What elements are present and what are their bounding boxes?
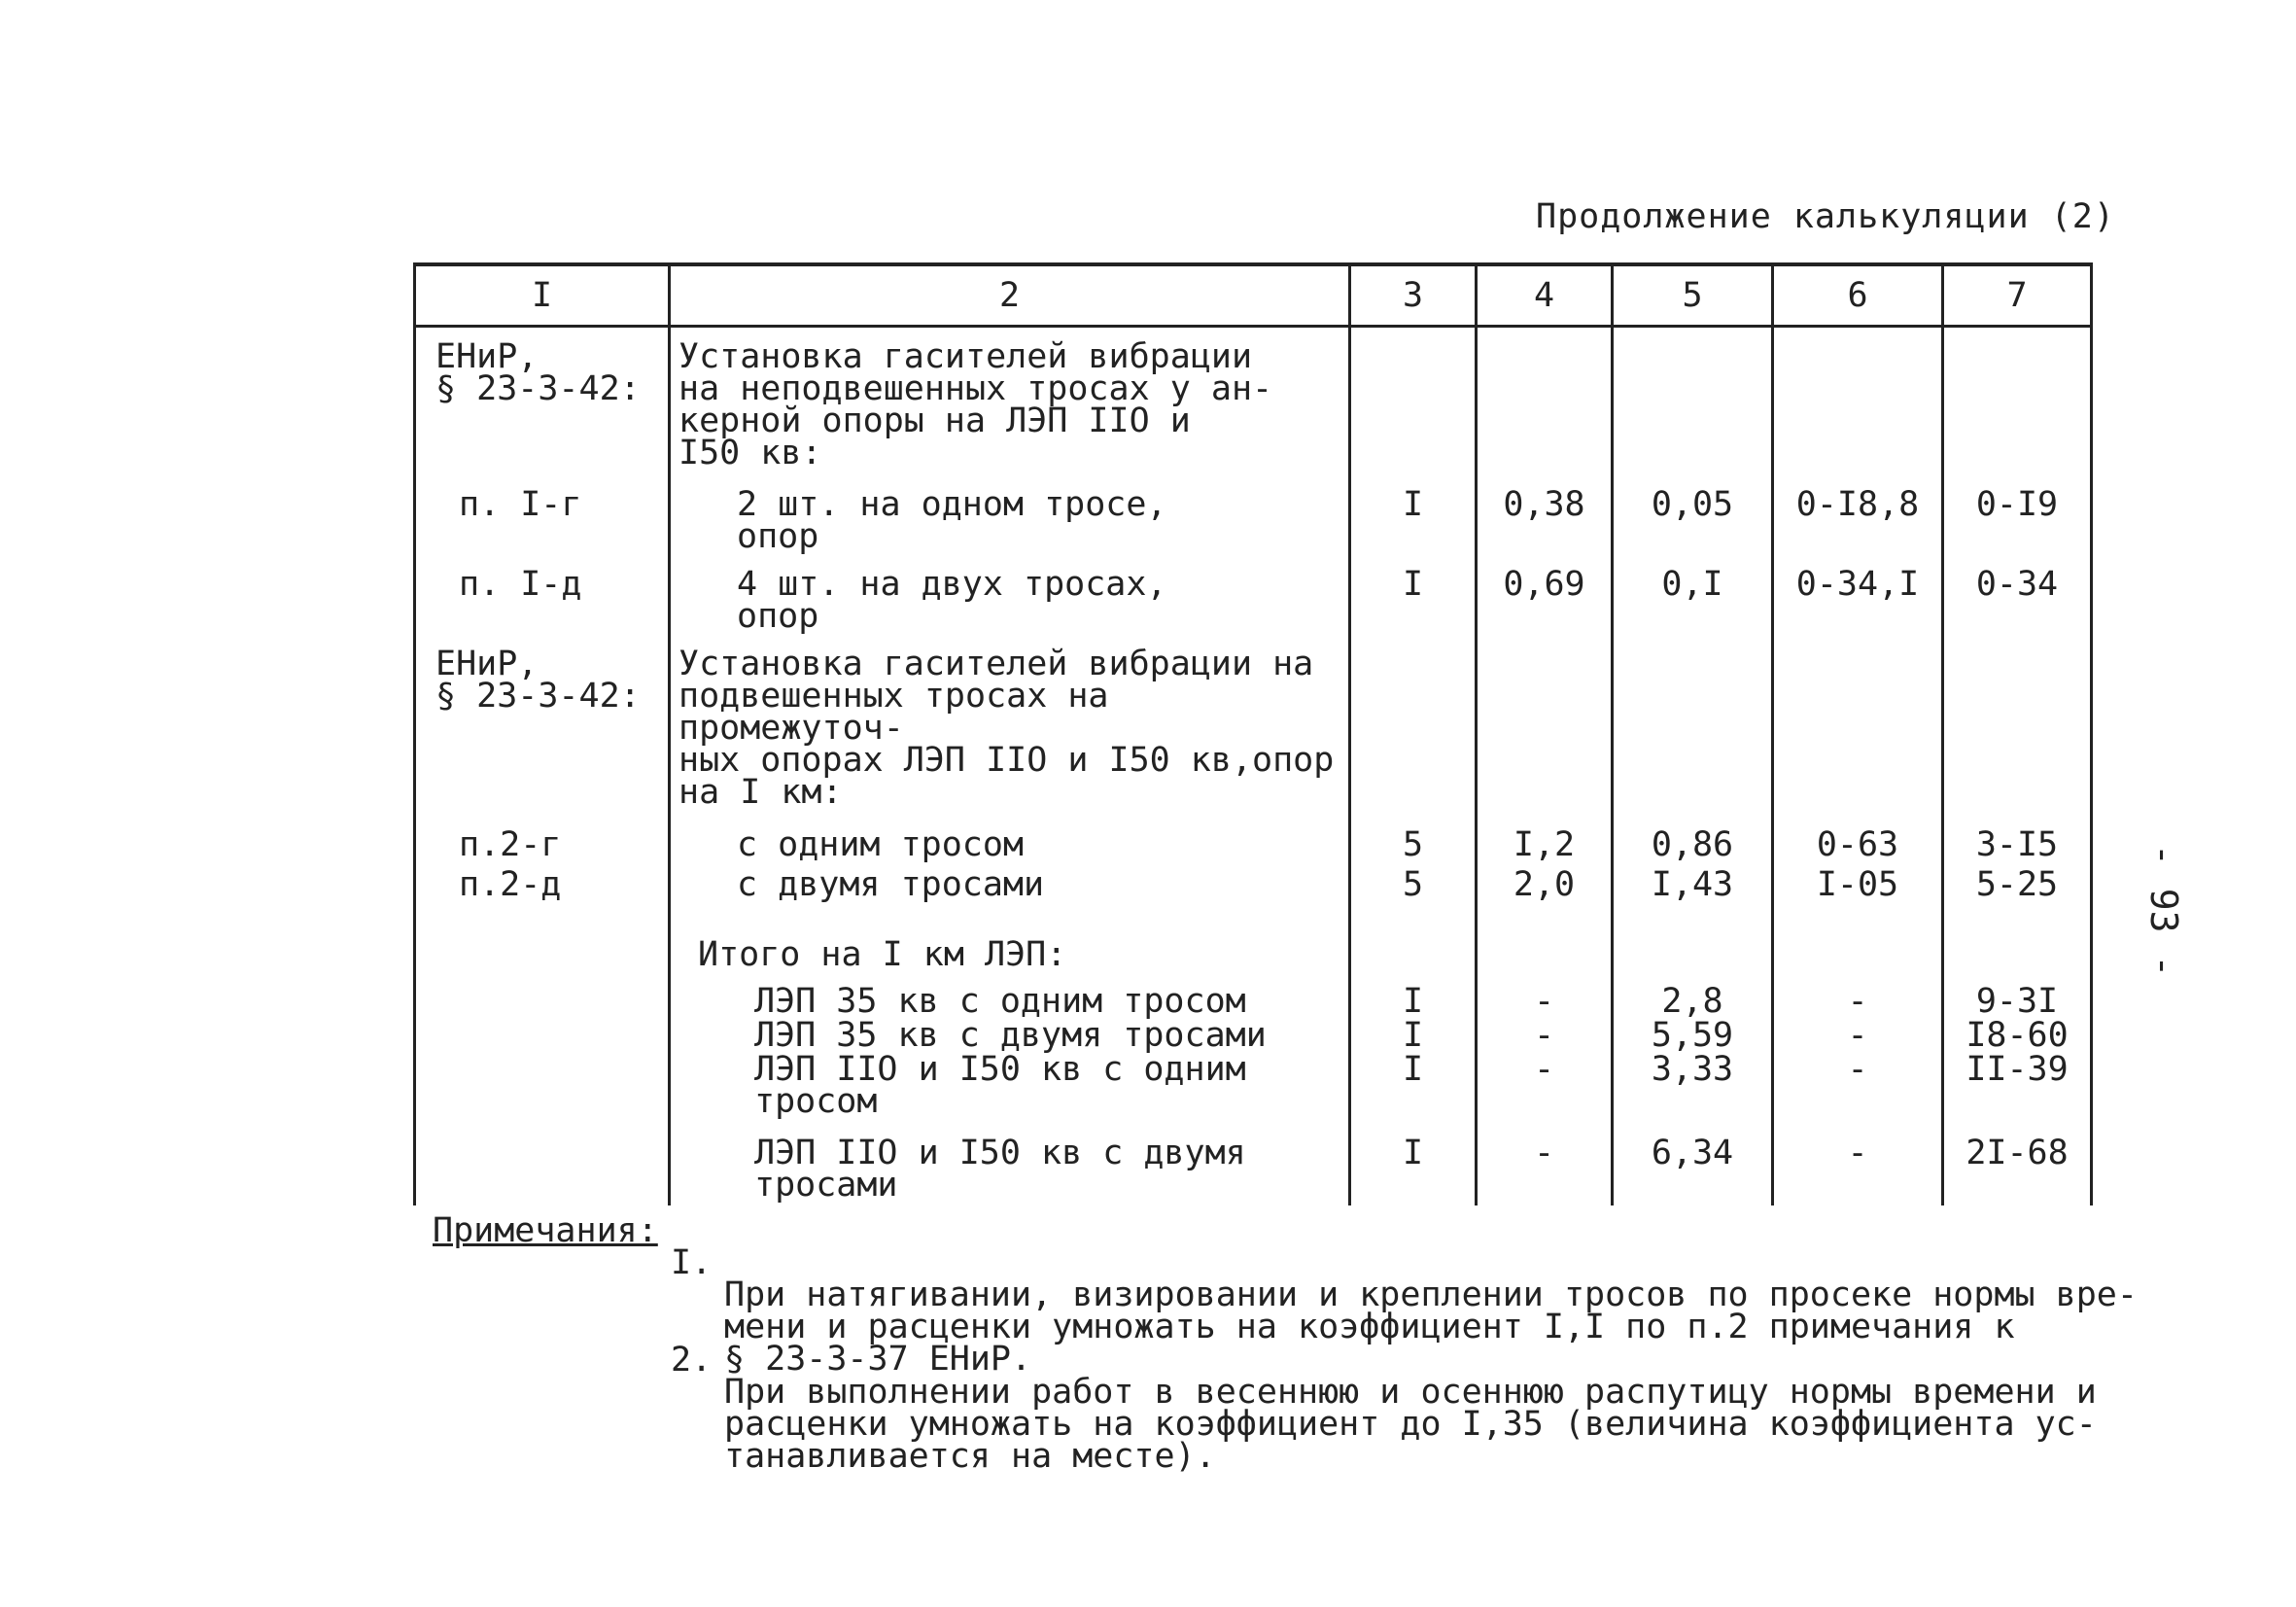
cell-col3: I [1350,1020,1477,1054]
cell-col4: - [1477,974,1613,1020]
page-number: - 93 - [2142,844,2185,978]
cell-col4: 2,0 [1477,863,1613,903]
note-text: При выполнении работ в весеннюю и осеннюю распутицу нормы времени и расценки умножать на коэффициент до I,35 (величина коэффициента ус- танавливается на месте). [724,1373,2097,1476]
notes-label: Примечания: [433,1211,658,1250]
cell-col5: 5,59 [1613,1020,1773,1054]
table-row [415,477,2092,557]
total-description: ЛЭП IIO и I50 кв с одним тросом [754,1050,1246,1122]
table-row [415,818,2092,863]
cell-col6: - [1773,1122,1943,1205]
cell-col7: II-39 [1943,1054,2092,1121]
note-text: При натягивании, визировании и креплении тросов по просеке нормы вре- мени и расценки умножать на коэффициент I,I по п.2 примечания к § 23-3-37 ЕНиР. [724,1275,2138,1379]
row-reference: п.2-д [459,865,562,905]
row-description: с одним тросом [737,825,1025,865]
note-number: 2. [671,1341,713,1380]
cell-col6: 0-I8,8 [1773,477,1943,557]
cell-col4: - [1477,1020,1613,1054]
column-header-5: 5 [1613,264,1773,327]
cell-col5: I,43 [1613,863,1773,903]
section-header-row [415,327,2092,477]
total-row [415,1122,2092,1205]
row-reference: п. I-д [459,564,582,604]
calculation-table [413,262,2093,1205]
section-header-row [415,637,2092,818]
cell-col7: I8-60 [1943,1020,2092,1054]
total-header-row [415,904,2092,975]
cell-col4: - [1477,1122,1613,1205]
total-label: Итого на I км ЛЭП: [698,934,1067,974]
column-header-2: 2 [670,264,1350,327]
column-header-7: 7 [1943,264,2092,327]
column-header-3: 3 [1350,264,1477,327]
cell-col4: 0,69 [1477,557,1613,637]
cell-col7: 3-I5 [1943,818,2092,863]
cell-col6: 0-34,I [1773,557,1943,637]
table-row [415,557,2092,637]
total-row [415,1020,2092,1054]
cell-col4: - [1477,1054,1613,1121]
row-reference: п.2-г [459,825,562,865]
column-header-6: 6 [1773,264,1943,327]
cell-col5: 0,I [1613,557,1773,637]
cell-col3: I [1350,477,1477,557]
cell-col7: 9-3I [1943,974,2092,1020]
section-reference: ЕНиР, § 23-3-42: [415,637,670,818]
cell-col6: 0-63 [1773,818,1943,863]
cell-col5: 0,05 [1613,477,1773,557]
cell-col7: 5-25 [1943,863,2092,903]
cell-col5: 2,8 [1613,974,1773,1020]
cell-col5: 0,86 [1613,818,1773,863]
cell-col3: I [1350,1122,1477,1205]
section-reference: ЕНиР, § 23-3-42: [415,327,670,477]
row-description: 4 шт. на двух тросах, опор [737,564,1167,636]
total-description: ЛЭП 35 кв с двумя тросами [754,1016,1267,1056]
cell-col7: 0-34 [1943,557,2092,637]
column-header-4: 4 [1477,264,1613,327]
cell-col4: 0,38 [1477,477,1613,557]
row-reference: п. I-г [459,484,582,524]
column-number-row [415,264,2092,327]
row-description: с двумя тросами [737,865,1045,905]
total-row [415,1054,2092,1121]
row-description: 2 шт. на одном тросе, опор [737,484,1167,556]
cell-col3: I [1350,974,1477,1020]
cell-col3: 5 [1350,818,1477,863]
total-description: ЛЭП 35 кв с одним тросом [754,982,1246,1022]
cell-col3: I [1350,557,1477,637]
section-description: Установка гасителей вибрации на подвешенных тросах на промежуточ- ных опорах ЛЭП IIO и I50 кв,опор на I км: [670,637,1350,818]
cell-col3: 5 [1350,863,1477,903]
note-number: I. [671,1243,713,1282]
cell-col3: I [1350,1054,1477,1121]
cell-col5: 3,33 [1613,1054,1773,1121]
cell-col7: 0-I9 [1943,477,2092,557]
section-description: Установка гасителей вибрации на неподвешенных тросах у ан- керной опоры на ЛЭП IIO и I50 кв: [670,327,1350,477]
column-header-1: I [415,264,670,327]
continuation-title: Продолжение калькуляции (2) [1536,197,2115,236]
total-row [415,974,2092,1020]
cell-col5: 6,34 [1613,1122,1773,1205]
cell-col4: I,2 [1477,818,1613,863]
cell-col6: I-05 [1773,863,1943,903]
cell-col6: - [1773,1054,1943,1121]
total-description: ЛЭП IIO и I50 кв с двумя тросами [754,1133,1246,1205]
cell-col6: - [1773,974,1943,1020]
table-row [415,863,2092,903]
cell-col6: - [1773,1020,1943,1054]
cell-col7: 2I-68 [1943,1122,2092,1205]
